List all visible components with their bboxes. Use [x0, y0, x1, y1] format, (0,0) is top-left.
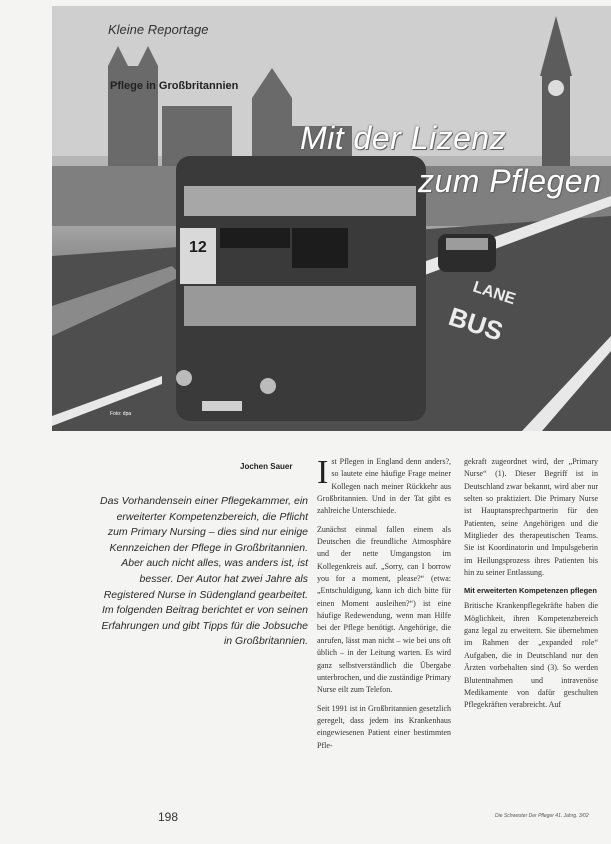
article-kicker: Pflege in Großbritannien: [110, 80, 239, 92]
article-column-3: [464, 456, 598, 718]
section-label: Kleine Reportage: [108, 22, 209, 37]
london-street-illustration: [52, 6, 611, 431]
article-title-line2: zum Pflegen: [418, 163, 602, 199]
journal-citation: Die Schwester Der Pfleger 41. Jahrg. 3/02: [495, 813, 589, 819]
paragraph: Seit 1991 ist in Großbritannien gesetzlich geregelt, dass jedem ins Krankenhaus eingewiesenen Patient einer bestimmten Pfle-: [317, 703, 451, 750]
photo-credit: Foto: dpa: [110, 411, 132, 417]
bus-route-number: 12: [189, 239, 207, 256]
subheading: Mit erweiterten Kompetenzen pflegen: [464, 586, 597, 596]
first-paragraph: Ist Pflegen in England denn anders?, so lautete eine häufige Frage meiner Kollegen nach meiner Rückkehr aus Großbritannien. Und in der Tat gibt es zahlreiche Unterschiede.: [317, 454, 451, 516]
drop-cap: I: [317, 454, 329, 491]
article-column-2: [317, 456, 451, 758]
paragraph: Zunächst einmal fallen einem als Deutschen die freundliche Atmosphäre und der nette Umgangston im Kollegenkreis auf. „Sorry, can I borrow you for a moment, please?“ (etwa: „Entschuldigung, kann ich dich bitte für einen Moment ausleihen?“) ist eine häufige Redewendung, wenn man Hilfe bei der Pflege benötigt. Angehörige, die anrufen, lässt man nicht – wie bei uns oft üblich – in der Leitung warten. Es wird ganz selbstverständlich die Übergabe unterbrochen, und die zuständige Primary Nurse eilt zum Telefon.: [317, 524, 451, 695]
paragraph: gekraft zugeordnet wird, der „Primary Nurse“ (1). Dieser Begriff ist in Deutschland zwar bekannt, wird aber nur selten so praktiziert. Die Primary Nurse ist Hauptansprechpartnerin für den Patienten, seine Angehörigen und die Mitglieder des therapeutischen Teams. Sie ist Koordinatorin und Impulsgeberin im Heilungsprozess ihres Patienten bis hin zu seiner Entlassung.: [464, 457, 598, 578]
svg-text:LANE: LANE: [470, 278, 518, 309]
svg-text:BUS: BUS: [445, 301, 507, 347]
page-number: 198: [158, 810, 179, 824]
author-name: Jochen Sauer: [240, 462, 293, 471]
hero-photo: [52, 6, 611, 431]
article-title-line1: Mit der Lizenz: [300, 120, 507, 156]
paragraph: Britische Krankenpflegekräfte haben die Möglichkeit, ihren Kompetenzbereich ganz legal zu erweitern. Sie übernehmen im Rahmen der „expanded role“ Aufgaben, die in Deutschland nur den Ärzten vorbehalten sind (3). So werden Blutentnahmen und intravenöse Medikamente von dafür geschulten Pflegekräften verabreicht. Auf: [464, 601, 598, 710]
lead-paragraph: Das Vorhandensein einer Pflegekammer, ein erweiterter Kompetenzbereich, die Pflicht zum Primary Nursing – dies sind nur einige Kennzeichen der Pflege in Großbritannien. Aber auch nicht alles, was anders ist, ist besser. Der Autor hat zwei Jahre als Registered Nurse in Südengland gearbeitet. Im folgenden Beitrag berichtet er von seinen Erfahrungen und gibt Tipps für die Jobsuche in Großbritannien.: [100, 495, 308, 648]
